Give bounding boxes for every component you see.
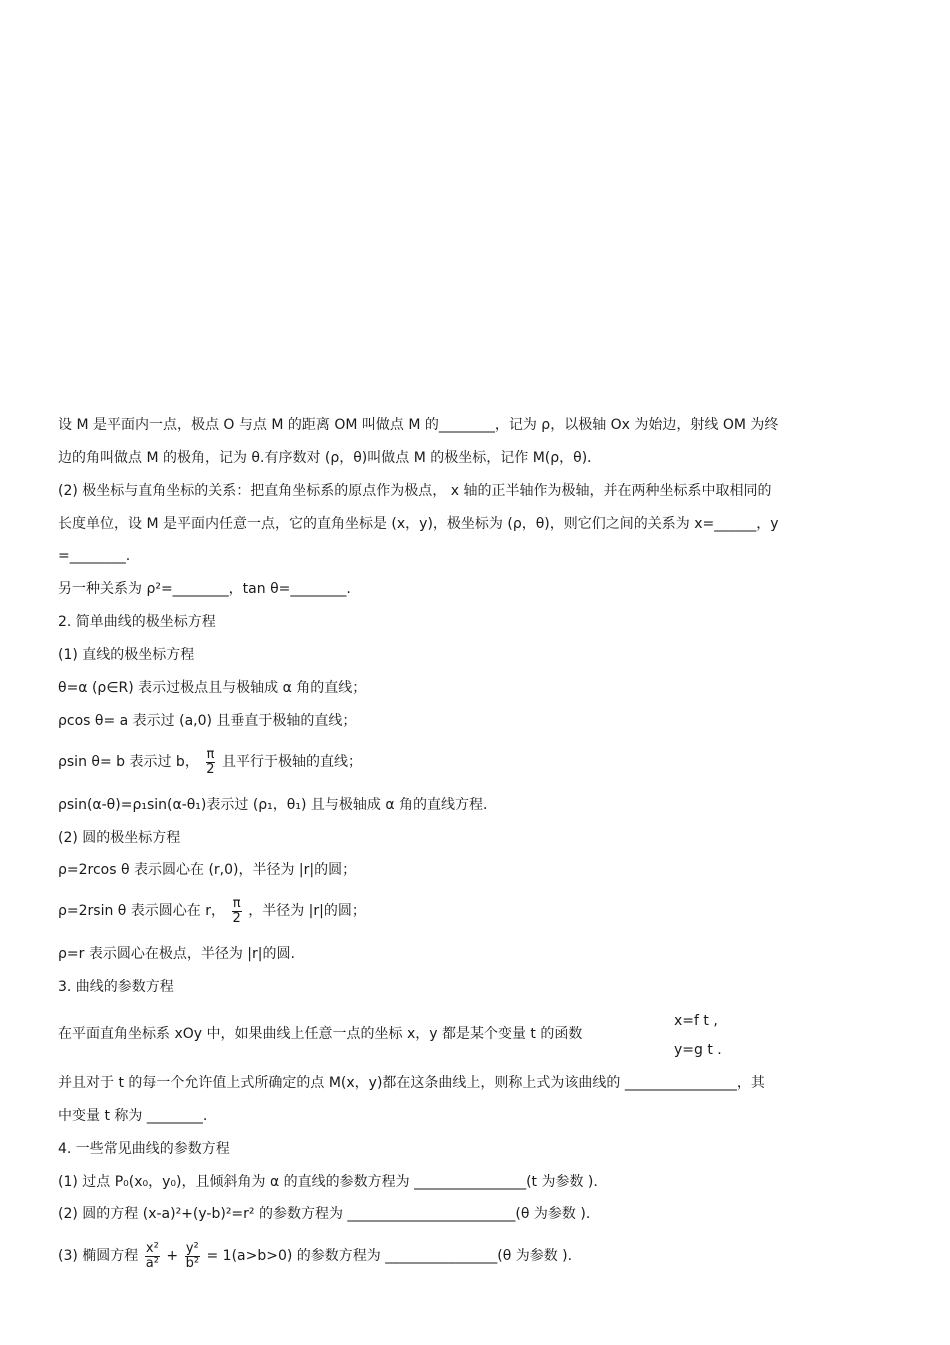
fraction-numerator: π <box>206 746 215 762</box>
text-line: 长度单位，设 M 是平面内任意一点，它的直角坐标是 (x，y)，极坐标为 (ρ，θ)，则它们之间的关系为 x=______，y <box>58 516 779 532</box>
fraction-numerator: x² <box>145 1240 159 1256</box>
fraction-numerator: π <box>232 895 241 911</box>
text-line <box>58 893 366 929</box>
text-line: 中变量 t 称为 ________. <box>58 1108 208 1124</box>
pi-over-two-fraction <box>205 748 215 777</box>
y-squared-over-b-squared <box>185 1242 200 1271</box>
equation-system-line: x=f t , <box>674 1013 718 1029</box>
text-line: 边的角叫做点 M 的极角，记为 θ.有序数对 (ρ，θ)叫做点 M 的极坐标，记作 M(ρ，θ)． <box>58 450 602 466</box>
text-line: ρ=r 表示圆心在极点，半径为 |r|的圆. <box>58 946 295 962</box>
text-line <box>58 1238 572 1274</box>
text-line: ρcos θ= a 表示过 (a,0) 且垂直于极轴的直线； <box>58 713 357 729</box>
text-line: ρ=2rcos θ 表示圆心在 (r,0)，半径为 |r|的圆； <box>58 862 357 878</box>
equation-system-line: y=g t . <box>674 1042 722 1058</box>
text-line: (2) 极坐标与直角坐标的关系：把直角坐标系的原点作为极点， x 轴的正半轴作为极轴，并在两种坐标系中取相同的 <box>58 483 772 499</box>
fraction-denominator: b² <box>185 1255 200 1271</box>
section-heading: 3. 曲线的参数方程 <box>58 979 174 995</box>
text-line <box>58 744 362 780</box>
text-line: 另一种关系为 ρ²=________，tan θ=________. <box>58 581 351 597</box>
text-segment: ρ=2rsin θ 表示圆心在 r， <box>58 903 226 919</box>
subsection-heading: (2) 圆的极坐标方程 <box>58 830 181 846</box>
text-segment: ρsin θ= b 表示过 b， <box>58 754 199 770</box>
text-segment: = 1(a>b>0) 的参数方程为 ________________(θ 为参数 ). <box>206 1248 573 1264</box>
text-segment: ，半径为 |r|的圆； <box>248 903 366 919</box>
fraction-denominator: 2 <box>232 910 241 926</box>
subsection-heading: (1) 直线的极坐标方程 <box>58 647 195 663</box>
text-line: 设 M 是平面内一点，极点 O 与点 M 的距离 OM 叫做点 M 的________，记为 ρ，以极轴 Ox 为始边，射线 OM 为终 <box>58 417 779 433</box>
fraction-numerator: y² <box>185 1240 199 1256</box>
pi-over-two-fraction <box>231 897 241 926</box>
section-heading: 4. 一些常见曲线的参数方程 <box>58 1141 230 1157</box>
text-segment: 且平行于极轴的直线； <box>222 754 363 770</box>
text-line: 并且对于 t 的每一个允许值上式所确定的点 M(x，y)都在这条曲线上，则称上式为该曲线的 ________________，其 <box>58 1075 765 1091</box>
x-squared-over-a-squared <box>145 1242 160 1271</box>
text-line: (2) 圆的方程 (x-a)²+(y-b)²=r² 的参数方程为 ________________________(θ 为参数 ). <box>58 1206 591 1222</box>
plus-sign: + <box>166 1248 179 1264</box>
text-segment: (3) 椭圆方程 <box>58 1248 139 1264</box>
text-line: ρsin(α-θ)=ρ₁sin(α-θ₁)表示过 (ρ₁，θ₁) 且与极轴成 α 角的直线方程. <box>58 797 488 813</box>
section-heading: 2. 简单曲线的极坐标方程 <box>58 614 216 630</box>
fraction-denominator: 2 <box>206 761 215 777</box>
text-line: θ=α (ρ∈R) 表示过极点且与极轴成 α 角的直线； <box>58 680 367 696</box>
text-line: (1) 过点 P₀(x₀，y₀)，且倾斜角为 α 的直线的参数方程为 ________________(t 为参数 ). <box>58 1174 598 1190</box>
text-line: 在平面直角坐标系 xOy 中，如果曲线上任意一点的坐标 x，y 都是某个变量 t 的函数 <box>58 1026 583 1042</box>
text-line: =________. <box>58 548 131 564</box>
fraction-denominator: a² <box>145 1255 159 1271</box>
